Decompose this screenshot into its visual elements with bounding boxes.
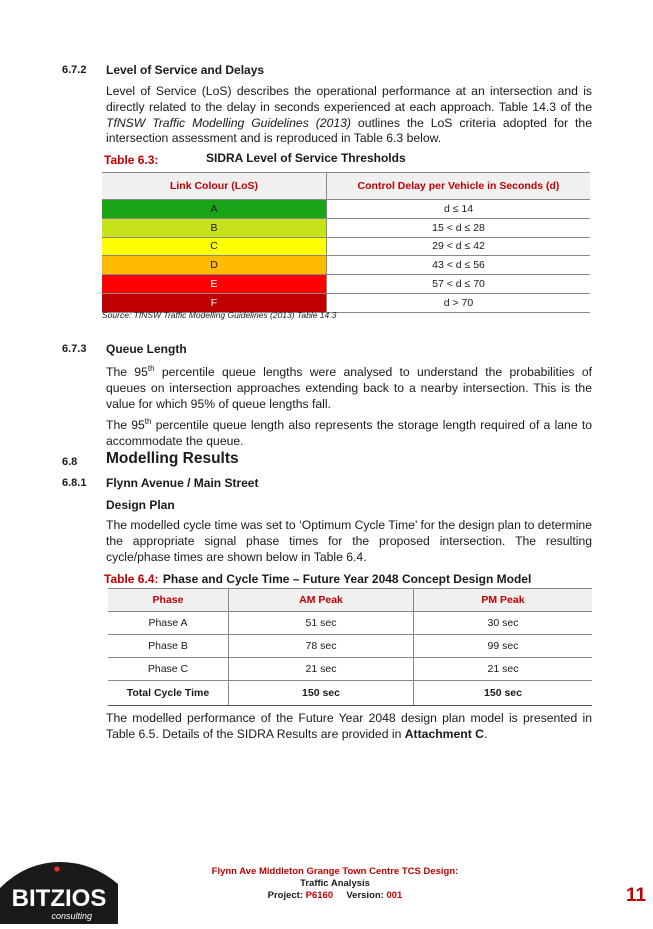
section-title-flynn-main: Flynn Avenue / Main Street [106,476,259,490]
phase-total-row [108,681,592,706]
los-grade-cell: C [102,237,327,256]
los-header-delay: Control Delay per Vehicle in Seconds (d) [327,173,591,200]
footer [190,866,480,902]
footer-line-1: Flynn Ave Middleton Grange Town Centre TCS Design: [211,866,459,877]
phase-cell: 21 sec [414,658,593,681]
los-row [102,218,590,237]
closing-paragraph [106,711,592,743]
section-title-queue: Queue Length [106,342,187,356]
phase-table-header [108,589,592,612]
footer-version-value: 001 [386,890,403,901]
phase-cell: Phase B [108,635,229,658]
section-number-6-8: 6.8 [62,456,78,468]
phase-cell: 51 sec [229,612,414,635]
footer-line-3 [190,890,480,902]
closing-text-a: The modelled performance of the Future Year 2048 design plan model is presented in Table 6.5. Details of the SIDRA Results are provided in [106,711,592,741]
los-delay-cell: 15 < d ≤ 28 [327,218,591,237]
los-delay-cell: d > 70 [327,293,591,312]
bitzios-logo [0,862,118,924]
los-grade-cell: A [102,200,327,219]
table-6-4-caption [104,570,531,588]
closing-text-b: . [483,726,488,741]
los-delay-cell: 43 < d ≤ 56 [327,256,591,275]
phase-cell: 30 sec [414,612,593,635]
table-6-3-caption [104,151,406,169]
phase-total-cell: 150 sec [414,681,593,706]
queue-p1-sup: th [147,364,155,373]
table-6-3-source: Source: TfNSW Traffic Modelling Guidelines (2013) Table 14.3 [102,310,337,320]
page-number: 11 [626,885,647,906]
closing-attachment: Attachment C [404,726,484,741]
queue-p1-a: The 95 [106,365,148,380]
los-row [102,237,590,256]
phase-total-cell: Total Cycle Time [108,681,229,706]
table-6-3-title: SIDRA Level of Service Thresholds [206,151,406,165]
los-delay-cell: d ≤ 14 [327,200,591,219]
queue-paragraph-1 [106,361,592,412]
footer-version-label: Version: [346,890,384,901]
phase-cell: 99 sec [414,635,593,658]
queue-p1-b: percentile queue lengths were analysed to understand the probabilities of queues on intersection approaches extending back to a nearby intersection. This is the value for which 95% of queue lengths fall. [106,365,592,411]
table-6-4-title: Phase and Cycle Time – Future Year 2048 Concept Design Model [162,572,532,586]
los-row [102,200,590,219]
section-title-los: Level of Service and Delays [106,63,265,77]
los-delay-cell: 57 < d ≤ 70 [327,275,591,294]
logo-subtext: consulting [51,911,92,921]
phase-row [108,635,592,658]
phase-total-cell: 150 sec [229,681,414,706]
phase-cell: Phase A [108,612,229,635]
los-table [102,172,590,313]
phase-cell: 78 sec [229,635,414,658]
phase-header-phase: Phase [108,589,229,612]
logo-text: BITZIOS [11,885,107,912]
los-paragraph-text-a: Level of Service (LoS) describes the operational performance at an intersection and is directly related to the delay in seconds experienced at each approach. Table 14.3 of the [106,84,592,114]
subsection-design-plan: Design Plan [106,498,175,512]
section-number-6-7-2: 6.7.2 [62,64,87,76]
los-grade-cell: E [102,275,327,294]
design-plan-paragraph [106,518,592,565]
los-table-header [102,173,590,200]
los-row [102,256,590,275]
queue-paragraph-2 [106,414,592,450]
footer-project-label: Project: [267,890,304,901]
queue-p2-sup: th [144,417,152,426]
phase-header-am: AM Peak [229,589,414,612]
section-number-6-8-1: 6.8.1 [62,477,87,489]
footer-line-2: Traffic Analysis [300,878,370,889]
phase-cell: Phase C [108,658,229,681]
los-grade-cell: D [102,256,327,275]
design-plan-text: The modelled cycle time was set to ‘Optimum Cycle Time’ for the design plan to determine the appropriate signal phase times for the proposed intersection. The resulting cycle/phase times are shown below in Table 6.4. [106,518,592,564]
section-number-6-7-3: 6.7.3 [62,343,87,355]
phase-cell: 21 sec [229,658,414,681]
table-6-3-label: Table 6.3: [104,153,159,167]
los-paragraph-text-b: outlines the LoS criteria adopted for the intersection assessment and is reproduced in Table 6.3 below. [106,115,592,146]
table-6-4-label: Table 6.4: [104,572,159,586]
logo-graphic [0,862,118,924]
los-grade-cell: F [102,293,327,312]
queue-p2-a: The 95 [106,418,145,433]
phase-table [108,588,592,706]
phase-row [108,612,592,635]
phase-header-pm: PM Peak [414,589,593,612]
los-header-colour: Link Colour (LoS) [102,173,327,200]
los-paragraph [106,84,592,147]
footer-project-value: P6160 [305,890,334,901]
los-grade-cell: B [102,218,327,237]
queue-p2-b: percentile queue length also represents the storage length required of a lane to accommodate the queue. [106,418,592,448]
phase-row [108,658,592,681]
los-paragraph-italic: TfNSW Traffic Modelling Guidelines (2013) [106,115,351,130]
section-title-modelling-results: Modelling Results [106,450,239,467]
los-row [102,275,590,294]
los-delay-cell: 29 < d ≤ 42 [327,237,591,256]
